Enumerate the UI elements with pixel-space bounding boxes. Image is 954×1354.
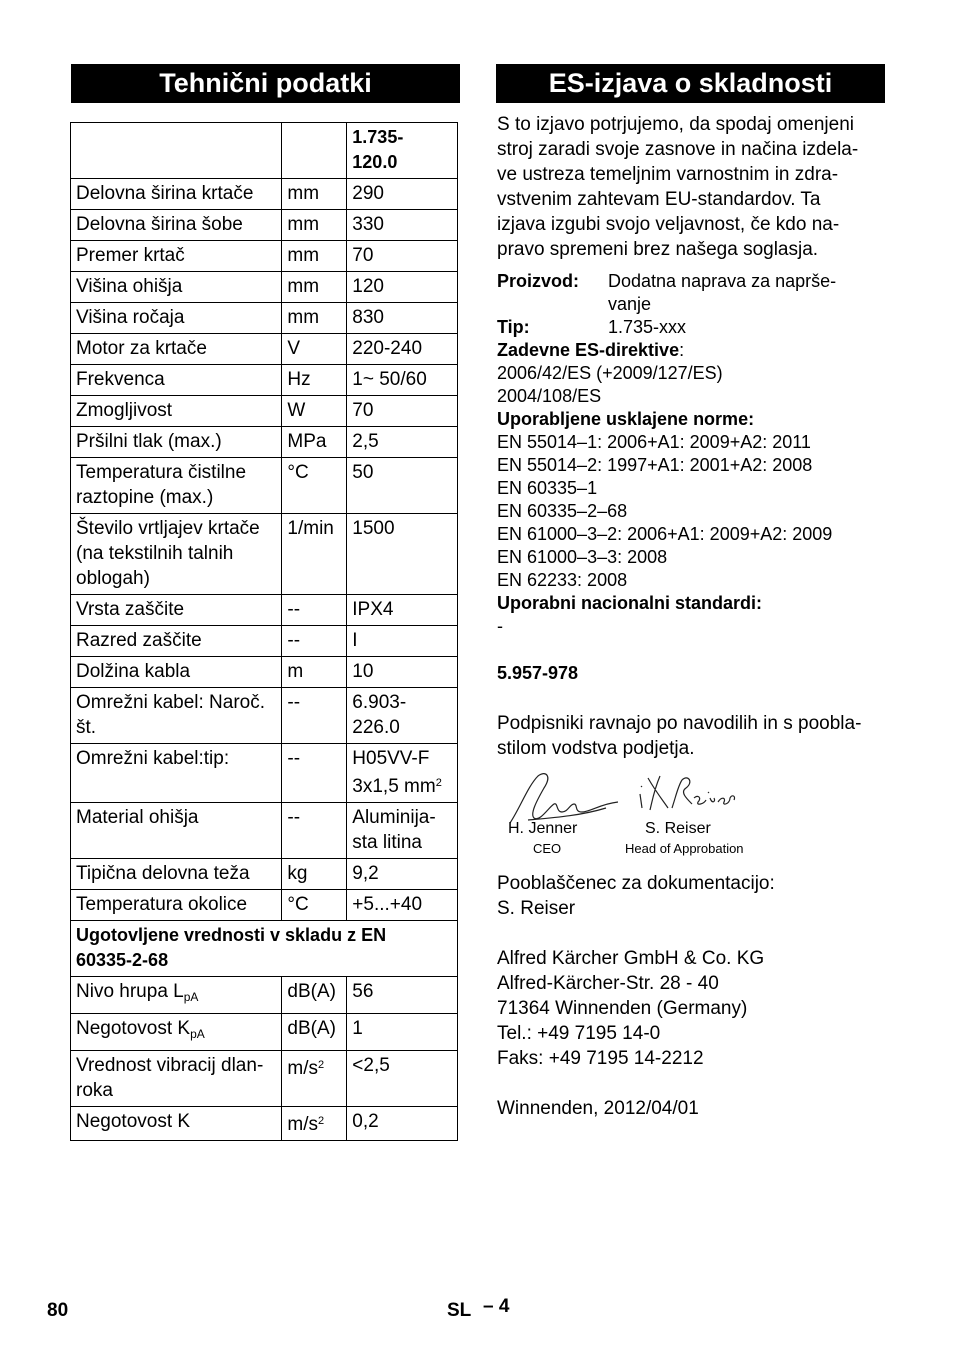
- text-line: EN 55014–1: 2006+A1: 2009+A2: 2011: [497, 432, 811, 452]
- table-row: Negotovost K $m/s^2$ 0,2: [71, 1107, 458, 1141]
- table-row: Delovna širina šobe mm 330: [71, 210, 458, 241]
- text-line: stroj zaradi svoje zasnove in načina izdela-: [497, 139, 859, 160]
- table-row: Zmogljivost W 70: [71, 396, 458, 427]
- table-row: Motor za krtače V 220-240: [71, 334, 458, 365]
- table-row: Omrežni kabel:tip: -- H05VV-F 3x1,5 $mm^2$: [71, 744, 458, 803]
- table-row: Nivo hrupa $L_{pA}$ dB(A) 56: [71, 977, 458, 1014]
- signer2-title: Head of Approbation: [625, 841, 744, 856]
- table-row: Delovna širina krtače mm 290: [71, 179, 458, 210]
- table-row: Razred zaščite -- I: [71, 626, 458, 657]
- table-header-row: [71, 123, 458, 179]
- signers-text: Podpisniki ravnajo po navodilih in s poobla- stilom vodstva podjetja.: [497, 713, 862, 759]
- table-row: Pršilni tlak (max.) MPa 2,5: [71, 427, 458, 458]
- text-line: EN 62233: 2008: [497, 570, 628, 590]
- text-line: Alfred Kärcher GmbH & Co. KG: [497, 948, 765, 969]
- table-row: Frekvenca Hz 1~ 50/60: [71, 365, 458, 396]
- company-address: [497, 946, 764, 1071]
- text-line: Alfred-Kärcher-Str. 28 - 40: [497, 973, 719, 994]
- section-row: [71, 921, 458, 977]
- text-line: EN 61000–3–2: 2006+A1: 2009+A2: 2009: [497, 524, 833, 544]
- table-row: Temperatura okolice °C +5...+40: [71, 890, 458, 921]
- model-number-header: 1.735- 120.0: [347, 123, 458, 179]
- product-row: Proizvod: Dodatna naprava za napršе- vanje: [497, 271, 837, 314]
- table-row: Temperatura čistilne raztopine (max.) °C 50: [71, 458, 458, 514]
- text-line: 2004/108/ES: [497, 386, 602, 406]
- table-row: Višina ohišja mm 120: [71, 272, 458, 303]
- signature-reiser: [640, 776, 735, 810]
- signer1-name: H. Jenner: [508, 820, 578, 837]
- directives-label: Zadevne ES-direktive:: [497, 340, 685, 360]
- table-row: Število vrtljajev krtače (na tekstilnih talnih oblogah) 1/min 1500: [71, 514, 458, 595]
- text-line: izjava izgubi svojo veljavnost, če kdo na-: [497, 214, 840, 235]
- text-line: 2006/42/ES (+2009/127/ES): [497, 363, 723, 383]
- table-row: Vrednost vibracij dlan- roka $m/s^2$ <2,5: [71, 1051, 458, 1107]
- national-standards-value: -: [497, 616, 503, 636]
- section-page: – 4: [483, 1296, 510, 1317]
- table-row: Višina ročaja mm 830: [71, 303, 458, 334]
- text-line: ve ustreza temeljnim varnostnim in zdra-: [497, 164, 839, 185]
- type-row: Tip: 1.735-xxx: [497, 317, 687, 337]
- document-number: 5.957-978: [497, 663, 579, 683]
- language-code: SL: [447, 1300, 472, 1321]
- table-row: Negotovost $K_{pA}$ dB(A) 1: [71, 1014, 458, 1051]
- text-line: vstvenim zahtevam EU-standardov. Ta: [497, 189, 821, 210]
- signer1-title: CEO: [533, 841, 562, 856]
- authorized-representative: Pooblaščenec za dokumentacijo: S. Reiser: [497, 873, 775, 919]
- text-line: 71364 Winnenden (Germany): [497, 998, 748, 1019]
- table-row: Omrežni kabel: Naroč. št. -- 6.903- 226.0: [71, 688, 458, 744]
- text-line: EN 60335–2–68: [497, 501, 628, 521]
- measured-values-heading: Ugotovljene vrednosti v skladu z EN 60335-2-68: [71, 921, 458, 977]
- national-standards-label: Uporabni nacionalni standardi:: [497, 593, 763, 613]
- technical-data-heading: Tehnični podatki: [71, 64, 460, 103]
- table-row: Material ohišja -- Aluminija- sta litina: [71, 803, 458, 859]
- directives-list: [497, 362, 885, 408]
- text-line: EN 61000–3–3: 2008: [497, 547, 668, 567]
- technical-data-table: [70, 122, 458, 1141]
- table-row: Dolžina kabla m 10: [71, 657, 458, 688]
- norms-label: Uporabljene usklajene norme:: [497, 409, 755, 429]
- text-line: Tel.: +49 7195 14-0: [497, 1023, 661, 1044]
- place-date: Winnenden, 2012/04/01: [497, 1098, 699, 1119]
- norms-list: [497, 431, 885, 592]
- table-row: Premer krtač mm 70: [71, 241, 458, 272]
- text-line: Faks: +49 7195 14-2212: [497, 1048, 704, 1069]
- table-row: Tipična delovna teža kg 9,2: [71, 859, 458, 890]
- text-line: EN 60335–1: [497, 478, 598, 498]
- page-number: 80: [47, 1300, 69, 1321]
- declaration-details: [497, 270, 885, 638]
- table-row: Vrsta zaščite -- IPX4: [71, 595, 458, 626]
- text-line: pravo spremeni brez našega soglasja.: [497, 239, 819, 260]
- declaration-intro: [497, 112, 858, 262]
- signature-jenner: [510, 774, 618, 823]
- text-line: S to izjavo potrjujemo, da spodaj omenjeni: [497, 114, 854, 135]
- text-line: EN 55014–2: 1997+A1: 2001+A2: 2008: [497, 455, 813, 475]
- signer2-name: S. Reiser: [645, 820, 711, 837]
- declaration-heading: ES-izjava o skladnosti: [496, 64, 885, 103]
